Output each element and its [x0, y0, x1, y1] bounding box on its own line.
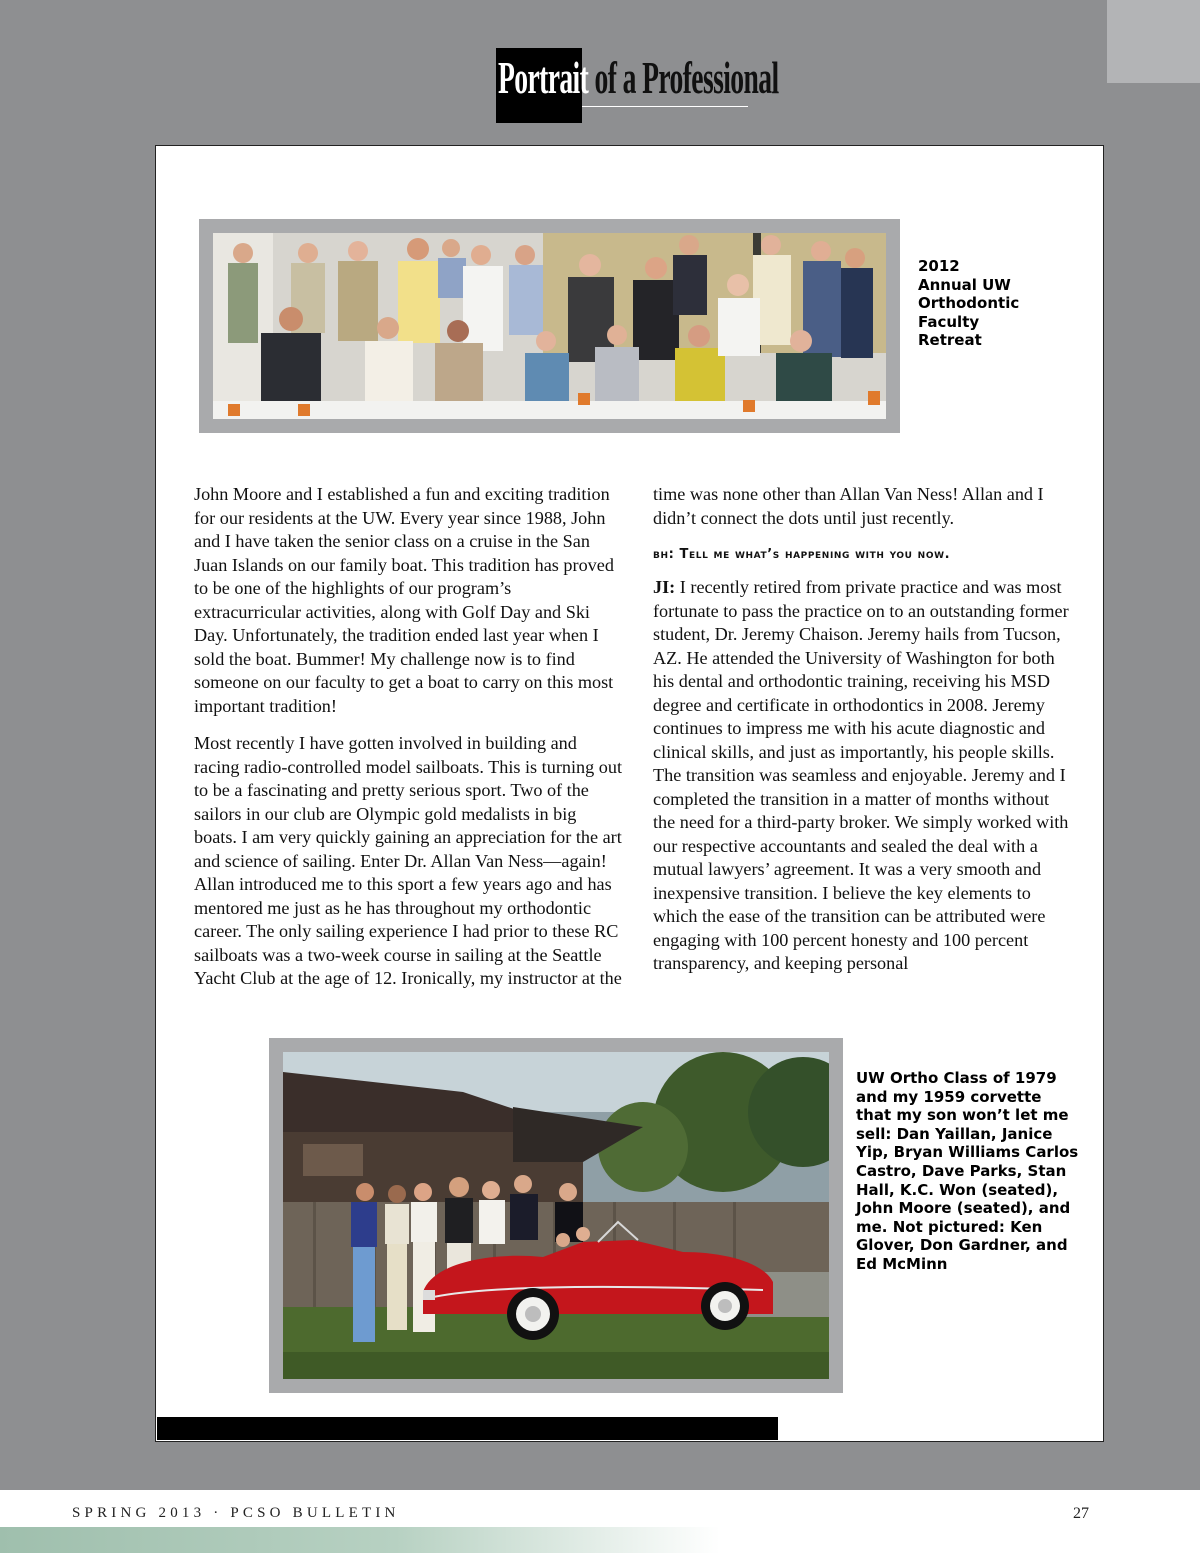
publication-footer: SPRING 2013 · PCSO BULLETIN	[72, 1505, 400, 1521]
banner-title-word1: Portrait	[498, 52, 589, 103]
answer-label: JI:	[653, 577, 676, 597]
interview-question: bh: Tell me what’s happening with you now.	[653, 547, 951, 562]
article-right-column	[653, 483, 1073, 985]
photo1-frame	[199, 219, 900, 433]
corvette-class-image	[283, 1052, 829, 1379]
footer-black-bar	[157, 1417, 778, 1440]
photo2-caption: UW Ortho Class of 1979 and my 1959 corvette that my son won’t let me sell: Dan Yaillan, Janice Yip, Bryan Williams Carlos Castro, Dave Parks, Stan Hall, K.C. Won (seated), John Moore (seated), and me. Not pictured: Ken Glover, Don Gardner, and Ed McMinn	[856, 1069, 1079, 1273]
banner-underline	[582, 106, 748, 107]
corvette-class-photo	[283, 1052, 829, 1379]
banner-title	[498, 50, 779, 106]
faculty-retreat-image	[213, 233, 886, 419]
article-paragraph: Most recently I have gotten involved in building and racing radio-controlled model sailboats. This is turning out to be a fascinating and pretty serious sport. Two of the sailors in our club are Olympic gold medalists in big boats. I am very quickly gaining an appreciation for the art and science of sailing. Enter Dr. Allan Van Ness—again! Allan introduced me to this sport a few years ago and has mentored me just as he has throughout my orthodontic career. The only sailing experience I had prior to these RC sailboats was a two-week course in sailing at the Seattle Yacht Club at the age of 12. Ironically, my instructor at the	[194, 733, 623, 988]
article-paragraph: John Moore and I established a fun and exciting tradition for our residents at the UW. Every year since 1988, John and I have taken the senior class on a cruise in the San Juan Islands on our family boat. This tradition has proved to be one of the highlights of our program’s extracurricular activities, along with Golf Day and Ski Day. Unfortunately, the tradition ended last year when I sold the boat. Bummer! My challenge now is to find someone on our faculty to get a boat to carry on this most important tradition!	[194, 484, 614, 716]
interview-answer	[653, 576, 1073, 976]
article-left-column	[194, 483, 622, 1000]
banner-title-rest: of a Professional	[594, 52, 779, 103]
page-number: 27	[1073, 1505, 1089, 1522]
photo1-caption-line: Annual UW	[918, 275, 1011, 294]
footer-gradient-band	[0, 1527, 720, 1553]
corner-tab	[1107, 0, 1200, 83]
article-paragraph: time was none other than Allan Van Ness! Allan and I didn’t connect the dots until just recently.	[653, 484, 1044, 528]
answer-text: I recently retired from private practice and was most fortunate to pass the practice on to an outstanding former student, Dr. Jeremy Chaison. Jeremy hails from Tucson, AZ. He attended the University of Washington for both his dental and orthodontic training, receiving his MSD degree and certificate in orthodontics in 2008. Jeremy continues to impress me with his acute diagnostic and clinical skills, and just as importantly, his people skills. The transition was seamless and enjoyable. Jeremy and I completed the transition in a matter of months without the need for a third-party broker. We simply worked with our respective accountants and sealed the deal with a mutual lawyers’ agreement. It was a very smooth and inexpensive transition. I believe the key elements to which the ease of the transition can be attributed were engaging with 100 percent honesty and 100 percent transparency, and keeping personal	[653, 577, 1069, 973]
photo1-caption-line: 2012	[918, 257, 960, 275]
photo1-caption-line: Orthodontic	[918, 294, 1020, 313]
section-banner	[496, 48, 779, 123]
photo2-frame	[269, 1038, 843, 1393]
photo1-caption-line: Faculty	[918, 312, 980, 331]
photo1-caption	[918, 257, 1088, 350]
photo1-caption-line: Retreat	[918, 331, 982, 350]
faculty-retreat-photo	[213, 233, 886, 419]
